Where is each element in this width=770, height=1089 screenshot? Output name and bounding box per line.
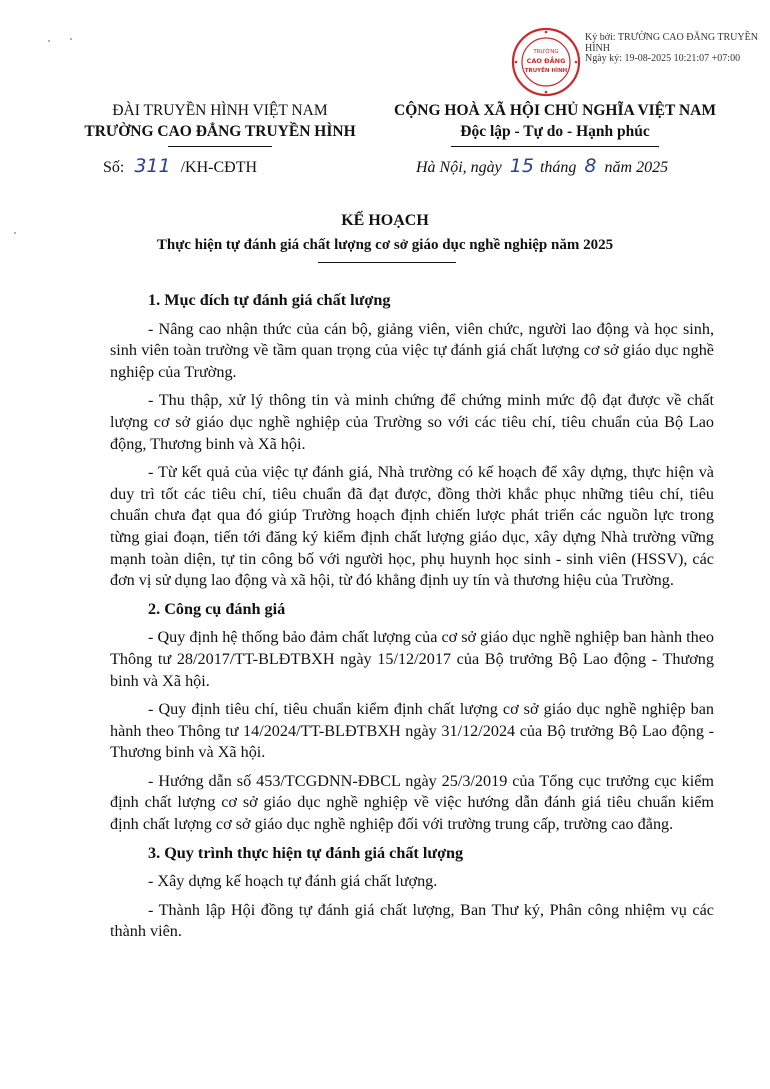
scan-speck [48,40,50,42]
section-paragraph: - Nâng cao nhận thức của cán bộ, giảng viên, viên chức, người lao động và học sinh, sinh viên toàn trường về tầm quan trọng của việc tự đánh giá chất lượng cơ sở giáo dục nghề nghiệp của Trường. [110,319,714,381]
org-underline [168,146,272,147]
section-paragraph: - Hướng dẫn số 453/TCGDNN-ĐBCL ngày 25/3/2019 của Tổng cục trưởng cục kiểm định chất lượng cơ sở giáo dục nghề nghiệp về việc hướng dẫn đánh giá tiêu chuẩn kiểm định chất lượng cơ sở giáo dục nghề nghiệp đối với trường trung cấp, trường cao đẳng. [110,771,714,834]
issue-date [416,155,668,177]
document-body [110,290,714,950]
national-motto: Độc lập - Tự do - Hạnh phúc [460,123,650,140]
date-month-label: tháng [539,159,577,176]
country-name: CỘNG HOÀ XÃ HỘI CHỦ NGHĨA VIỆT NAM [394,102,716,119]
section-heading: 3. Quy trình thực hiện tự đánh giá chất lượng [148,843,464,862]
section-heading: 2. Công cụ đánh giá [148,599,286,618]
document-subtitle: Thực hiện tự đánh giá chất lượng cơ sở giáo dục nghề nghiệp năm 2025 [156,237,614,253]
doc-number-handwritten: 311 [134,155,171,177]
org-parent: ĐÀI TRUYỀN HÌNH VIỆT NAM [112,102,328,119]
issuing-organization [70,100,370,142]
org-name: TRƯỜNG CAO ĐẲNG TRUYỀN HÌNH [84,123,356,140]
section-paragraph: - Quy định tiêu chí, tiêu chuẩn kiểm định chất lượng cơ sở giáo dục nghề nghiệp ban hành theo Thông tư 14/2024/TT-BLĐTBXH ngày 31/12/2024 của Bộ trưởng Bộ Lao động - Thương binh và Xã hội. [110,700,714,762]
doc-number-prefix: Số: [103,159,125,176]
section-paragraph: - Quy định hệ thống bảo đảm chất lượng của cơ sở giáo dục nghề nghiệp ban hành theo Thông tư 28/2017/TT-BLĐTBXH ngày 15/12/2017 của Bộ trưởng Bộ Lao động - Thương binh và Xã hội. [110,628,714,690]
section-paragraph: - Từ kết quả của việc tự đánh giá, Nhà trường có kế hoạch để xây dựng, thực hiện và duy trì tốt các tiêu chí, tiêu chuẩn đã đạt được, đồng thời khắc phục những tiêu chí, tiêu chuẩn chưa đạt qua đó giúp Trường hoạch định chiến lược phát triển các nguồn lực trong từng giai đoạn, tiến tới đăng ký kiểm định chất lượng giáo dục, xây dựng Nhà trường vững mạnh toàn diện, tự tin công bố với người học, phụ huynh học sinh - sinh viên (HSSV), các đơn vị sử dụng lao động và xã hội, từ đó khẳng định uy tín và thương hiệu của Trường. [110,463,714,590]
school-seal-stamp [510,26,582,98]
document-title: KẾ HOẠCH [341,212,429,229]
date-month-handwritten: 8 [584,155,597,177]
subtitle-underline [318,262,456,263]
date-day-handwritten: 15 [509,155,534,177]
scan-speck [14,232,16,234]
section-paragraph: - Thành lập Hội đồng tự đánh giá chất lượng, Ban Thư ký, Phân công nhiệm vụ các thành viên. [110,900,714,941]
date-place: Hà Nội, ngày [416,159,502,176]
national-header [385,100,725,142]
signature-date: Ngày ký: 19-08-2025 10:21:07 +07:00 [585,53,741,64]
scan-speck [70,38,72,40]
section-heading: 1. Mục đích tự đánh giá chất lượng [148,291,391,309]
signature-signer: Ký bởi: TRƯỜNG CAO ĐẲNG TRUYỀN HÌNH [585,32,758,54]
date-year: năm 2025 [604,159,669,176]
seal-line-2: CAO ĐẲNG [526,57,566,65]
motto-underline [451,146,659,147]
seal-line-1: TRƯỜNG [533,49,559,55]
digital-signature-info [585,33,765,65]
section-paragraph: - Xây dựng kế hoạch tự đánh giá chất lượng. [148,872,438,891]
section-paragraph: - Thu thập, xử lý thông tin và minh chứng để chứng minh mức độ đạt được về chất lượng cơ sở giáo dục nghề nghiệp của Trường so với các tiêu chí, tiêu chuẩn của Bộ Lao động, Thương binh và Xã hội. [110,391,714,453]
doc-number-suffix: /KH-CĐTH [180,159,258,176]
document-number [103,155,257,177]
seal-line-3: TRUYỀN HÌNH [524,68,568,74]
